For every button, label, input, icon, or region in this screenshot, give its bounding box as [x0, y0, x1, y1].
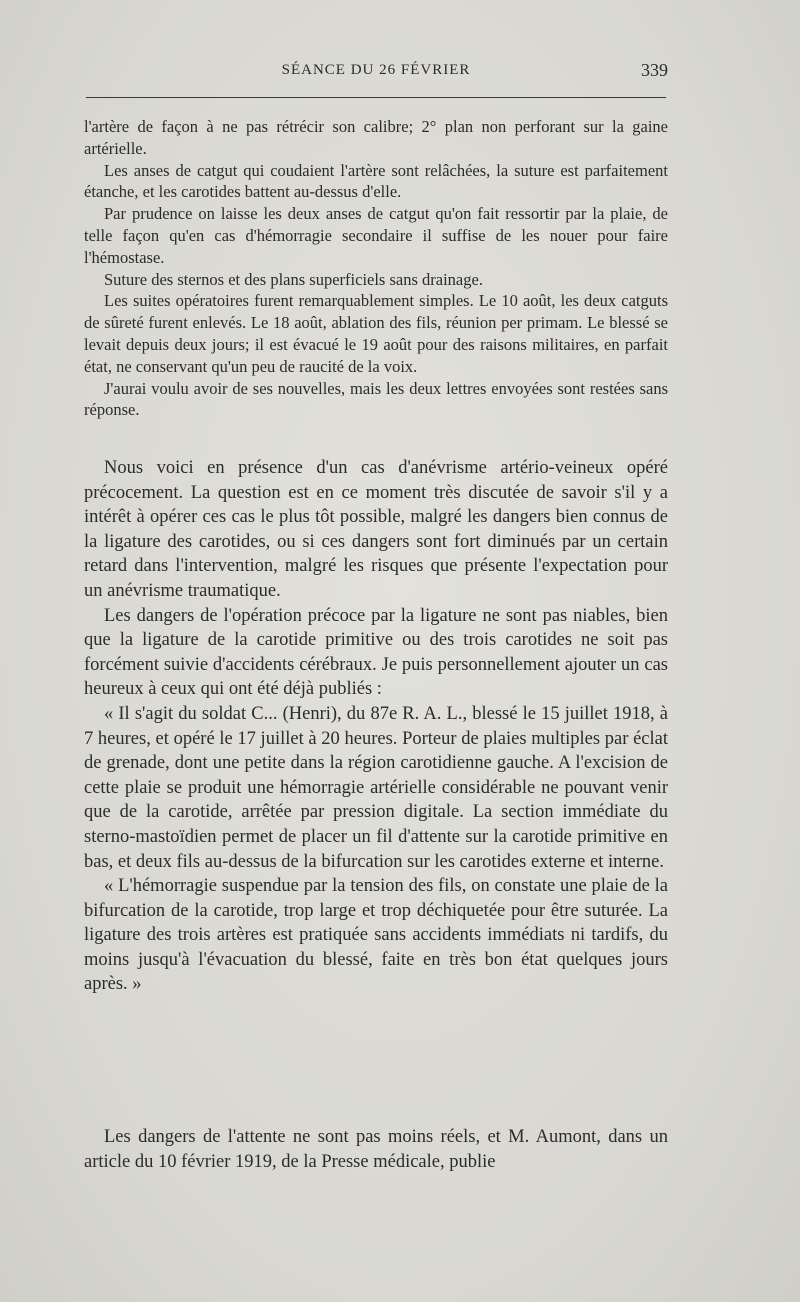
paragraph: Suture des sternos et des plans superficiels sans drainage.	[104, 269, 483, 289]
paragraph: « Il s'agit du soldat C... (Henri), du 87e R. A. L., blessé le 15 juillet 1918, à 7 heures, et opéré le 17 juillet à 20 heures. Porteur de plaies multiples par éclat de grenade, dont une petite dans la région carotidienne gauche. A l'excision de cette plaie se produit une hémorragie artérielle considérable ne pouvant venir que de la carotide, arrêtée par pression digitale. La section immédiate du sterno-mastoïdien permet de placer un fil d'attente sur la carotide primitive en bas, et deux fils au-dessus de la bifurcation sur les carotides externe et interne.	[84, 703, 668, 872]
paragraph: Les dangers de l'attente ne sont pas moins réels, et M. Aumont, dans un article du 10 février 1919, de la Presse médicale, publie	[84, 1127, 668, 1172]
running-head: SÉANCE DU 26 FÉVRIER	[281, 62, 471, 78]
page-header	[84, 58, 668, 88]
paragraph: « L'hémorragie suspendue par la tension des fils, on constate une plaie de la bifurcation de la carotide, trop large et trop déchiquetée pour être suturée. La ligature des trois artères est pratiquée sans accidents immédiats ni tardifs, du moins jusqu'à l'évacuation du blessé, faite en très bon état quelques jours après. »	[84, 876, 668, 995]
paragraph: Les dangers de l'opération précoce par la ligature ne sont pas niables, bien que la ligature de la carotide primitive ou des trois carotides ne soit pas forcément suivie d'accidents cérébraux. Je puis personnellement ajouter un cas heureux à ceux qui ont été déjà publiés :	[84, 605, 668, 700]
paragraph: l'artère de façon à ne pas rétrécir son calibre; 2° plan non perforant sur la gaine artérielle.	[84, 117, 668, 158]
paragraph: Les suites opératoires furent remarquablement simples. Le 10 août, les deux catguts de sûreté furent enlevés. Le 18 août, ablation des fils, réunion per primam. Le blessé se levait depuis deux jours; il est évacué le 19 août pour des raisons militaires, en parfait état, ne conservant qu'un peu de raucité de la voix.	[84, 291, 668, 376]
paragraph: Nous voici en présence d'un cas d'anévrisme artério-veineux opéré précocement. La question est en ce moment très discutée de savoir s'il y a intérêt à opérer ces cas le plus tôt possible, malgré les dangers bien connus de la ligature des carotides, ou si ces dangers sont fort diminués par un certain retard dans l'intervention, malgré les risques que présente l'expectation pour un anévrisme traumatique.	[84, 458, 668, 601]
discussion-section	[84, 456, 668, 997]
header-rule	[86, 97, 666, 98]
case-report-continuation	[84, 116, 668, 421]
paragraph: J'aurai voulu avoir de ses nouvelles, mais les deux lettres envoyées sont restées sans réponse.	[84, 378, 668, 420]
closing-section	[84, 1125, 668, 1174]
paragraph: Les anses de catgut qui coudaient l'artère sont relâchées, la suture est parfaitement étanche, et les carotides battent au-dessus d'elle.	[84, 160, 668, 202]
paragraph: Par prudence on laisse les deux anses de catgut qu'on fait ressortir par la plaie, de telle façon qu'en cas d'hémorragie secondaire il suffise de les nouer pour faire l'hémostase.	[84, 204, 668, 267]
page-number: 339	[641, 60, 668, 80]
